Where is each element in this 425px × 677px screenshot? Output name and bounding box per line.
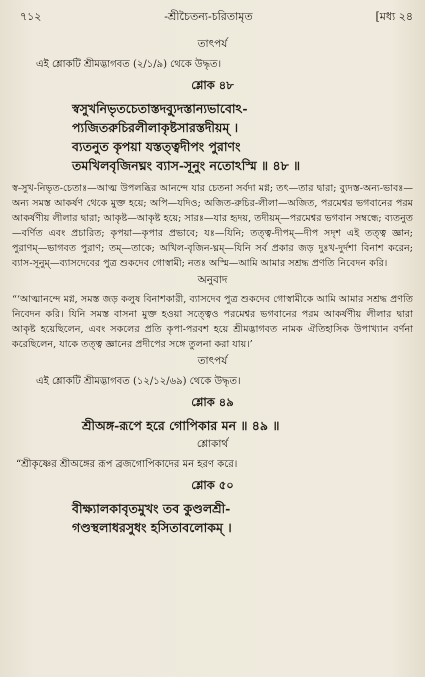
translation-heading: অনুবাদ (197, 274, 228, 286)
verse-line: তমখিলবৃজিনঘ্নং ব্যাস-সূনুং নতোঽস্মি ॥ ৪৮ ॥ (72, 158, 301, 173)
chapter-section: [মধ্য ২৪ (375, 10, 413, 23)
verse-line: প্যজিতরুচিরলীলাকৃষ্টসারস্তদীয়ম্ । (72, 120, 239, 135)
purport-text: এই শ্লোকটি শ্রীমদ্ভাগবত (২/১/৯) থেকে উদ্ধৃত। (36, 59, 222, 70)
page-header (12, 8, 413, 27)
purport-heading: তাৎপর্য (197, 355, 228, 367)
verse-text (12, 499, 413, 537)
verse-text (12, 99, 413, 175)
word-for-word: স্ব-সুখ-নিভৃত-চেতাঃ—আত্ম উপলব্ধির আনন্দে যার চেতনা সর্বদা মগ্ন; তৎ—তার দ্বারা; ব্যুদস্ত-অন্য-ভাবঃ—অন্য সমস্ত আকর্ষণ থেকে মুক্ত হয়ে; অপি—যদিও; অজিত-রুচির-লীলা—অজিত, পরমেশ্বর ভগবানের পরম আকর্ষণীয় লীলার দ্বারা; আকৃষ্ট—আকৃষ্ট হয়ে; সারঃ—যার হৃদয়, তদীয়ম্—পরমেশ্বর ভগবান সম্বন্ধে; ব্যতনুত—বর্ণিত এবং প্রচারিত; কৃপয়া—কৃপার প্রভাবে; যঃ—যিনি; তত্ত্ব-দীপম্—দীপ সদৃশ এই তত্ত্ব জ্ঞান; পুরাণম্—ভাগবত পুরাণ; তম্—তাকে; অখিল-বৃজিন-ঘ্নম্—যিনি সর্ব প্রকার জড় দুঃখ-দুর্দশা বিনাশ করেন; ব্যাস-সূনুম্—ব্যাসদেবের পুত্র শুকদেব গোস্বামী; নতঃ অস্মি—আমি আমার সশ্রদ্ধ প্রণতি নিবেদন করি। (12, 183, 413, 269)
running-title: -শ্রীচৈতন্য-চরিতামৃত (164, 10, 253, 23)
purport-text: এই শ্লোকটি শ্রীমদ্ভাগবত (১২/১২/৬৯) থেকে উদ্ধৃত। (36, 376, 241, 387)
verse-heading: শ্লোক ৪৯ (191, 395, 234, 409)
page-number: ৭১২ (20, 10, 42, 23)
verse-heading: শ্লোক ৪৮ (191, 78, 234, 92)
verse-line: বীক্ষ্যালকাবৃতমুখং তব কুণ্ডলশ্রী- (72, 501, 231, 516)
verse-heading: শ্লোক ৫০ (191, 478, 234, 492)
purport-heading: তাৎপর্য (197, 38, 228, 50)
verse-line: স্বসুখনিভৃতচেতাস্তদ্ব্যুদস্তান্যভাবোঽ- (72, 101, 248, 116)
translation-text: “‘আত্মানন্দে মগ্ন, সমস্ত জড় কলুষ বিনাশকারী, ব্যাসদেব পুত্র শুকদেব গোস্বামীকে আমি আমার সশ্রদ্ধ প্রণতি নিবেদন করি। যিনি সমস্ত বাসনা মুক্ত হওয়া সত্ত্বেও পরমেশ্বর ভগবানের পরম আকর্ষণীয় লীলার দ্বারা আকৃষ্ট হয়েছিলেন, এবং সকলের প্রতি কৃপা-পরবশ হয়ে শ্রীমদ্ভাগবত নামক ঐতিহাসিক উপাখ্যান বর্ণনা করেছিলেন, যাকে তত্ত্ব জ্ঞানের প্রদীপের সঙ্গে তুলনা করা যায়।’ (12, 294, 413, 350)
verse-line: শ্রীঅঙ্গ-রূপে হরে গোপিকার মন ॥ ৪৯ ॥ (82, 418, 280, 433)
verse-line: গণ্ডস্থলাধরসুধং হসিতাবলোকম্ । (72, 520, 232, 535)
meaning-text: “শ্রীকৃষ্ণের শ্রীঅঙ্গের রূপ ব্রজগোপিকাদের মন হরণ করে। (16, 459, 238, 470)
meaning-heading: শ্লোকার্থ (196, 438, 229, 450)
verse-line: ব্যতনুত কৃপয়া যস্তত্ত্বদীপং পুরাণং (72, 139, 241, 154)
